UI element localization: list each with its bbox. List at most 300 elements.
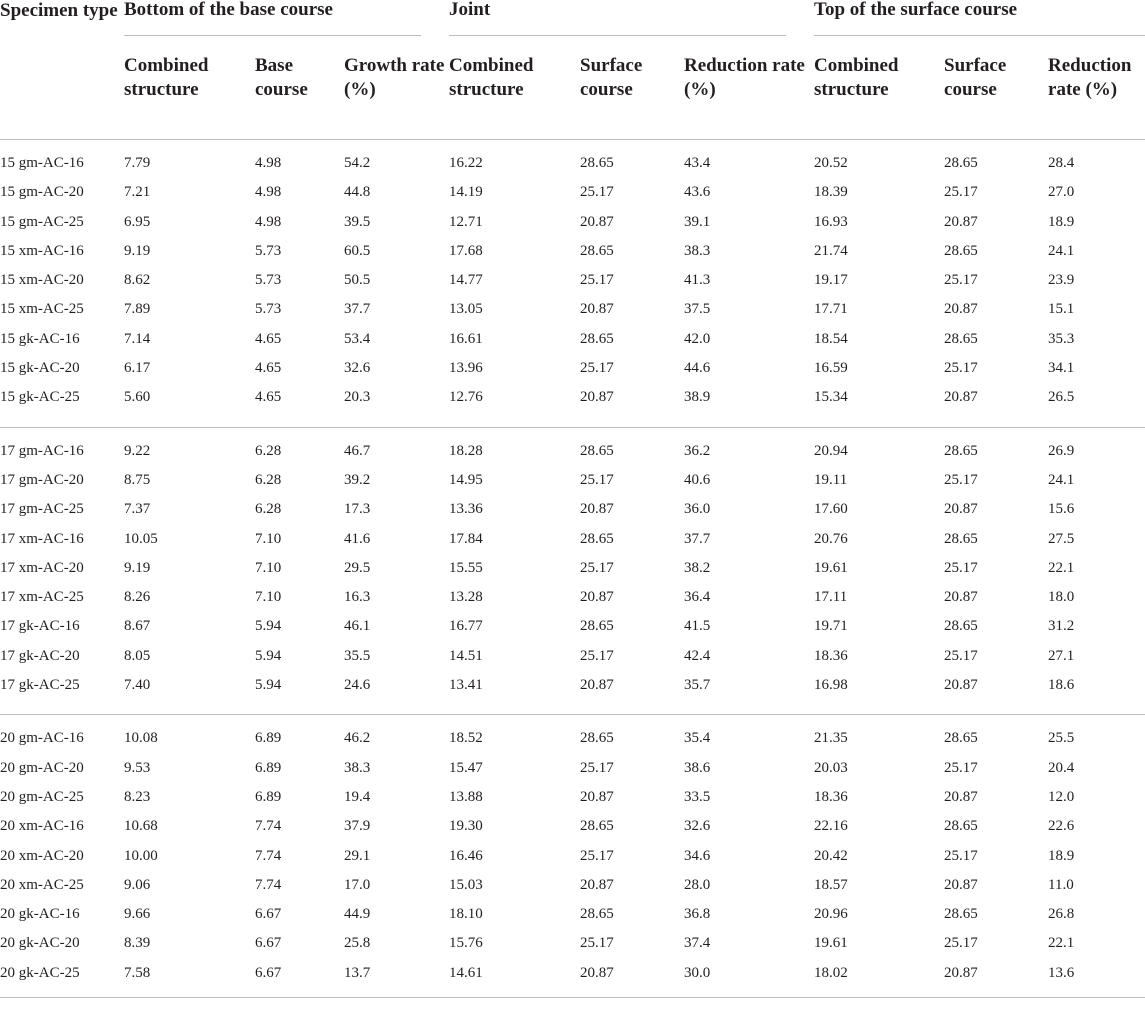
value-cell: 17.68 <box>449 242 483 259</box>
specimen-cell: 15 xm-AC-25 <box>0 301 84 318</box>
value-cell: 6.28 <box>255 471 282 488</box>
table-row <box>0 612 1145 641</box>
value-cell: 15.76 <box>449 935 483 952</box>
value-cell: 14.19 <box>449 184 483 201</box>
value-cell: 5.60 <box>124 389 151 406</box>
value-cell: 25.17 <box>944 184 978 201</box>
value-cell: 18.28 <box>449 442 483 459</box>
value-cell: 7.37 <box>124 501 151 518</box>
group-separator-rule <box>0 700 1145 715</box>
value-cell: 6.95 <box>124 213 151 230</box>
value-cell: 20.87 <box>944 301 978 318</box>
value-cell: 46.1 <box>344 618 371 635</box>
value-cell: 36.0 <box>684 501 711 518</box>
value-cell: 6.67 <box>255 935 282 952</box>
value-cell: 18.0 <box>1048 589 1075 606</box>
value-cell: 28.65 <box>580 442 614 459</box>
value-cell: 28.65 <box>944 155 978 171</box>
value-cell: 16.93 <box>814 213 848 230</box>
value-cell: 8.67 <box>124 618 151 635</box>
group-rule <box>124 35 421 36</box>
value-cell: 20.87 <box>944 501 978 518</box>
table-row <box>0 959 1145 988</box>
value-cell: 27.5 <box>1048 530 1075 547</box>
value-cell: 13.41 <box>449 677 483 694</box>
value-cell: 23.9 <box>1048 272 1075 289</box>
value-cell: 29.1 <box>344 847 371 864</box>
value-cell: 5.94 <box>255 647 282 664</box>
value-cell: 46.7 <box>344 442 371 459</box>
value-cell: 9.19 <box>124 559 151 576</box>
value-cell: 4.65 <box>255 330 282 347</box>
value-cell: 6.67 <box>255 964 282 981</box>
value-cell: 7.40 <box>124 677 151 694</box>
value-cell: 7.58 <box>124 964 151 981</box>
value-cell: 13.88 <box>449 788 483 805</box>
value-cell: 35.3 <box>1048 330 1075 347</box>
table-row <box>0 871 1145 900</box>
table-row <box>0 812 1145 841</box>
value-cell: 25.17 <box>944 647 978 664</box>
value-cell: 16.77 <box>449 618 483 635</box>
value-cell: 20.87 <box>580 213 614 230</box>
specimen-cell: 15 gm-AC-25 <box>0 213 84 230</box>
specimen-cell: 17 gm-AC-16 <box>0 442 84 459</box>
table-row <box>0 554 1145 583</box>
value-cell: 28.65 <box>580 155 614 171</box>
value-cell: 25.17 <box>580 559 614 576</box>
value-cell: 20.87 <box>944 213 978 230</box>
value-cell: 15.47 <box>449 759 483 776</box>
col-header: Combined structure <box>124 55 209 100</box>
specimen-cell: 20 xm-AC-20 <box>0 847 84 864</box>
value-cell: 50.5 <box>344 272 371 289</box>
value-cell: 32.6 <box>344 360 371 377</box>
value-cell: 20.96 <box>814 906 848 923</box>
value-cell: 17.11 <box>814 589 848 606</box>
specimen-cell: 17 xm-AC-20 <box>0 559 84 576</box>
value-cell: 39.2 <box>344 471 371 488</box>
value-cell: 20.87 <box>944 788 978 805</box>
value-cell: 36.2 <box>684 442 711 459</box>
table-row <box>0 149 1145 178</box>
table-row <box>0 754 1145 783</box>
col-header: Reduction rate (%) <box>1048 55 1132 100</box>
value-cell: 18.36 <box>814 647 848 664</box>
table-row <box>0 671 1145 700</box>
value-cell: 30.0 <box>684 964 711 981</box>
value-cell: 19.17 <box>814 272 848 289</box>
value-cell: 17.0 <box>344 876 371 893</box>
value-cell: 28.65 <box>944 818 978 835</box>
value-cell: 36.8 <box>684 906 711 923</box>
table-row <box>0 724 1145 753</box>
value-cell: 46.2 <box>344 730 371 747</box>
value-cell: 16.3 <box>344 589 371 606</box>
value-cell: 20.3 <box>344 389 371 406</box>
specimen-cell: 20 gk-AC-20 <box>0 935 80 952</box>
group-header-surface-top <box>814 0 1145 37</box>
col-header: Reduction rate (%) <box>684 55 805 100</box>
value-cell: 28.0 <box>684 876 711 893</box>
value-cell: 43.4 <box>684 155 711 171</box>
value-cell: 25.17 <box>580 184 614 201</box>
table-row <box>0 178 1145 207</box>
value-cell: 18.57 <box>814 876 848 893</box>
group-header-base-bottom <box>124 0 449 37</box>
value-cell: 10.00 <box>124 847 158 864</box>
value-cell: 20.87 <box>580 501 614 518</box>
value-cell: 22.1 <box>1048 935 1075 952</box>
value-cell: 7.21 <box>124 184 151 201</box>
value-cell: 18.54 <box>814 330 848 347</box>
value-cell: 18.39 <box>814 184 848 201</box>
value-cell: 7.10 <box>255 589 282 606</box>
value-cell: 35.7 <box>684 677 711 694</box>
value-cell: 20.87 <box>580 677 614 694</box>
value-cell: 13.36 <box>449 501 483 518</box>
specimen-cell: 20 gm-AC-20 <box>0 759 84 776</box>
value-cell: 20.87 <box>944 389 978 406</box>
value-cell: 20.76 <box>814 530 848 547</box>
value-cell: 25.17 <box>580 272 614 289</box>
specimen-cell: 15 gm-AC-20 <box>0 184 84 201</box>
specimen-cell: 15 xm-AC-20 <box>0 272 84 289</box>
value-cell: 18.9 <box>1048 213 1075 230</box>
value-cell: 18.9 <box>1048 847 1075 864</box>
value-cell: 14.77 <box>449 272 483 289</box>
value-cell: 10.05 <box>124 530 158 547</box>
table-row <box>0 325 1145 354</box>
value-cell: 39.5 <box>344 213 371 230</box>
group-title: Top of the surface course <box>814 0 1018 20</box>
value-cell: 6.67 <box>255 906 282 923</box>
value-cell: 27.1 <box>1048 647 1075 664</box>
value-cell: 40.6 <box>684 471 711 488</box>
specimen-cell: 20 gm-AC-16 <box>0 730 84 747</box>
value-cell: 41.3 <box>684 272 711 289</box>
value-cell: 35.5 <box>344 647 371 664</box>
group-top-spacer-cell <box>0 140 1145 150</box>
value-cell: 38.3 <box>684 242 711 259</box>
value-cell: 20.42 <box>814 847 848 864</box>
value-cell: 5.94 <box>255 677 282 694</box>
value-cell: 28.65 <box>580 906 614 923</box>
value-cell: 8.39 <box>124 935 151 952</box>
value-cell: 25.8 <box>344 935 371 952</box>
value-cell: 25.17 <box>580 647 614 664</box>
value-cell: 28.65 <box>944 730 978 747</box>
value-cell: 44.8 <box>344 184 371 201</box>
value-cell: 11.0 <box>1048 876 1074 893</box>
value-cell: 22.6 <box>1048 818 1075 835</box>
value-cell: 18.52 <box>449 730 483 747</box>
value-cell: 6.28 <box>255 442 282 459</box>
table-row <box>0 295 1145 324</box>
group-top-spacer <box>0 715 1145 725</box>
value-cell: 17.84 <box>449 530 483 547</box>
value-cell: 16.46 <box>449 847 483 864</box>
group-title: Joint <box>449 0 491 20</box>
value-cell: 16.98 <box>814 677 848 694</box>
value-cell: 25.17 <box>944 360 978 377</box>
value-cell: 18.36 <box>814 788 848 805</box>
value-cell: 17.60 <box>814 501 848 518</box>
specimen-cell: 15 xm-AC-16 <box>0 242 84 259</box>
group-top-spacer <box>0 427 1145 437</box>
group-title: Bottom of the base course <box>124 0 333 20</box>
specimen-cell: 20 gk-AC-25 <box>0 964 80 981</box>
col-header: Growth rate (%) <box>344 55 445 100</box>
value-cell: 18.02 <box>814 964 848 981</box>
specimen-cell: 17 gm-AC-25 <box>0 501 84 518</box>
value-cell: 10.08 <box>124 730 158 747</box>
value-cell: 34.1 <box>1048 360 1075 377</box>
value-cell: 25.17 <box>580 360 614 377</box>
value-cell: 37.9 <box>344 818 371 835</box>
value-cell: 7.79 <box>124 155 151 171</box>
value-cell: 6.89 <box>255 759 282 776</box>
table-row <box>0 495 1145 524</box>
col-header: Combined structure <box>814 55 899 100</box>
specimen-cell: 17 gk-AC-25 <box>0 677 80 694</box>
value-cell: 27.0 <box>1048 184 1075 201</box>
value-cell: 28.65 <box>944 906 978 923</box>
group-separator-rule-cell <box>0 413 1145 428</box>
value-cell: 26.9 <box>1048 442 1075 459</box>
value-cell: 7.10 <box>255 530 282 547</box>
value-cell: 41.5 <box>684 618 711 635</box>
value-cell: 39.1 <box>684 213 711 230</box>
value-cell: 28.65 <box>580 330 614 347</box>
value-cell: 20.87 <box>580 876 614 893</box>
value-cell: 18.10 <box>449 906 483 923</box>
value-cell: 20.87 <box>944 964 978 981</box>
value-cell: 12.0 <box>1048 788 1075 805</box>
value-cell: 37.4 <box>684 935 711 952</box>
specimen-cell: 20 xm-AC-16 <box>0 818 84 835</box>
specimen-cell: 17 gk-AC-20 <box>0 647 80 664</box>
value-cell: 19.61 <box>814 935 848 952</box>
value-cell: 28.65 <box>580 618 614 635</box>
value-cell: 25.17 <box>580 847 614 864</box>
value-cell: 36.4 <box>684 589 711 606</box>
value-cell: 28.65 <box>580 730 614 747</box>
value-cell: 13.6 <box>1048 964 1075 981</box>
value-cell: 8.75 <box>124 471 151 488</box>
value-cell: 29.5 <box>344 559 371 576</box>
value-cell: 4.65 <box>255 389 282 406</box>
group-rule <box>449 35 786 36</box>
value-cell: 25.17 <box>944 847 978 864</box>
col-header: Combined structure <box>449 55 534 100</box>
value-cell: 13.28 <box>449 589 483 606</box>
value-cell: 28.65 <box>944 242 978 259</box>
value-cell: 15.34 <box>814 389 848 406</box>
value-cell: 7.74 <box>255 847 282 864</box>
value-cell: 20.87 <box>580 301 614 318</box>
col-header: Surface course <box>944 55 1007 100</box>
value-cell: 25.5 <box>1048 730 1075 747</box>
value-cell: 6.89 <box>255 730 282 747</box>
value-cell: 25.17 <box>580 935 614 952</box>
value-cell: 28.65 <box>944 442 978 459</box>
value-cell: 18.6 <box>1048 677 1075 694</box>
group-rule <box>814 35 1145 36</box>
value-cell: 60.5 <box>344 242 371 259</box>
table-row <box>0 237 1145 266</box>
table-row <box>0 437 1145 466</box>
value-cell: 43.6 <box>684 184 711 201</box>
value-cell: 8.26 <box>124 589 151 606</box>
value-cell: 7.74 <box>255 818 282 835</box>
value-cell: 14.51 <box>449 647 483 664</box>
specimen-cell: 15 gm-AC-16 <box>0 155 84 171</box>
value-cell: 20.87 <box>944 876 978 893</box>
value-cell: 8.23 <box>124 788 151 805</box>
value-cell: 20.03 <box>814 759 848 776</box>
value-cell: 25.17 <box>944 272 978 289</box>
value-cell: 12.76 <box>449 389 483 406</box>
group-header-row <box>0 0 1145 37</box>
value-cell: 19.30 <box>449 818 483 835</box>
value-cell: 6.89 <box>255 788 282 805</box>
col-header: Surface course <box>580 55 643 100</box>
table-row <box>0 842 1145 871</box>
table-row <box>0 900 1145 929</box>
value-cell: 15.03 <box>449 876 483 893</box>
table-row <box>0 466 1145 495</box>
value-cell: 28.65 <box>944 530 978 547</box>
value-cell: 9.66 <box>124 906 151 923</box>
value-cell: 26.8 <box>1048 906 1075 923</box>
value-cell: 6.17 <box>124 360 151 377</box>
value-cell: 20.87 <box>580 389 614 406</box>
table-row <box>0 208 1145 237</box>
value-cell: 42.4 <box>684 647 711 664</box>
value-cell: 5.73 <box>255 242 282 259</box>
value-cell: 28.4 <box>1048 155 1075 171</box>
value-cell: 37.7 <box>344 301 371 318</box>
specimen-type-header: Specimen type <box>0 0 118 21</box>
value-cell: 4.98 <box>255 155 282 171</box>
column-header-row <box>0 37 1145 139</box>
value-cell: 7.89 <box>124 301 151 318</box>
specimen-cell: 17 gk-AC-16 <box>0 618 80 635</box>
table-row <box>0 525 1145 554</box>
table-row <box>0 929 1145 958</box>
value-cell: 41.6 <box>344 530 371 547</box>
value-cell: 7.74 <box>255 876 282 893</box>
value-cell: 35.4 <box>684 730 711 747</box>
value-cell: 19.61 <box>814 559 848 576</box>
specimen-cell: 20 gm-AC-25 <box>0 788 84 805</box>
value-cell: 26.5 <box>1048 389 1075 406</box>
value-cell: 19.11 <box>814 471 848 488</box>
col-header: Base course <box>255 55 308 100</box>
value-cell: 4.65 <box>255 360 282 377</box>
value-cell: 25.17 <box>944 759 978 776</box>
table-row <box>0 266 1145 295</box>
value-cell: 15.6 <box>1048 501 1075 518</box>
value-cell: 4.98 <box>255 184 282 201</box>
specimen-cell: 15 gk-AC-25 <box>0 389 80 406</box>
value-cell: 19.71 <box>814 618 848 635</box>
value-cell: 20.52 <box>814 155 848 171</box>
value-cell: 20.87 <box>580 788 614 805</box>
group-separator-rule <box>0 413 1145 428</box>
value-cell: 38.3 <box>344 759 371 776</box>
value-cell: 16.59 <box>814 360 848 377</box>
value-cell: 9.19 <box>124 242 151 259</box>
group-top-spacer <box>0 140 1145 150</box>
value-cell: 4.98 <box>255 213 282 230</box>
value-cell: 17.3 <box>344 501 371 518</box>
value-cell: 25.17 <box>580 759 614 776</box>
value-cell: 12.71 <box>449 213 483 230</box>
value-cell: 5.73 <box>255 301 282 318</box>
value-cell: 17.71 <box>814 301 848 318</box>
value-cell: 25.17 <box>944 471 978 488</box>
value-cell: 20.94 <box>814 442 848 459</box>
value-cell: 13.7 <box>344 964 371 981</box>
value-cell: 31.2 <box>1048 618 1075 635</box>
value-cell: 28.65 <box>580 242 614 259</box>
value-cell: 28.65 <box>580 530 614 547</box>
group-header-joint <box>449 0 814 37</box>
value-cell: 13.96 <box>449 360 483 377</box>
specimen-cell: 15 gk-AC-16 <box>0 330 80 347</box>
value-cell: 15.1 <box>1048 301 1075 318</box>
value-cell: 13.05 <box>449 301 483 318</box>
value-cell: 24.1 <box>1048 471 1075 488</box>
value-cell: 19.4 <box>344 788 371 805</box>
value-cell: 28.65 <box>944 618 978 635</box>
value-cell: 10.68 <box>124 818 158 835</box>
value-cell: 20.87 <box>580 589 614 606</box>
table-row <box>0 354 1145 383</box>
value-cell: 14.61 <box>449 964 483 981</box>
specimen-cell: 17 xm-AC-25 <box>0 589 84 606</box>
group-top-spacer-cell <box>0 715 1145 725</box>
value-cell: 7.14 <box>124 330 151 347</box>
value-cell: 21.35 <box>814 730 848 747</box>
table-body <box>0 139 1145 998</box>
specimen-cell: 20 gk-AC-16 <box>0 906 80 923</box>
value-cell: 32.6 <box>684 818 711 835</box>
value-cell: 20.87 <box>580 964 614 981</box>
table-bottom-rule <box>0 988 1145 998</box>
value-cell: 8.05 <box>124 647 151 664</box>
value-cell: 53.4 <box>344 330 371 347</box>
value-cell: 44.9 <box>344 906 371 923</box>
value-cell: 24.6 <box>344 677 371 694</box>
table-bottom-rule-cell <box>0 988 1145 998</box>
value-cell: 22.16 <box>814 818 848 835</box>
value-cell: 38.2 <box>684 559 711 576</box>
value-cell: 20.87 <box>944 677 978 694</box>
value-cell: 21.74 <box>814 242 848 259</box>
table-row <box>0 583 1145 612</box>
value-cell: 5.94 <box>255 618 282 635</box>
value-cell: 54.2 <box>344 155 371 171</box>
value-cell: 16.22 <box>449 155 483 171</box>
value-cell: 42.0 <box>684 330 711 347</box>
specimen-cell: 17 xm-AC-16 <box>0 530 84 547</box>
value-cell: 9.06 <box>124 876 151 893</box>
value-cell: 44.6 <box>684 360 711 377</box>
table-header <box>0 0 1145 139</box>
